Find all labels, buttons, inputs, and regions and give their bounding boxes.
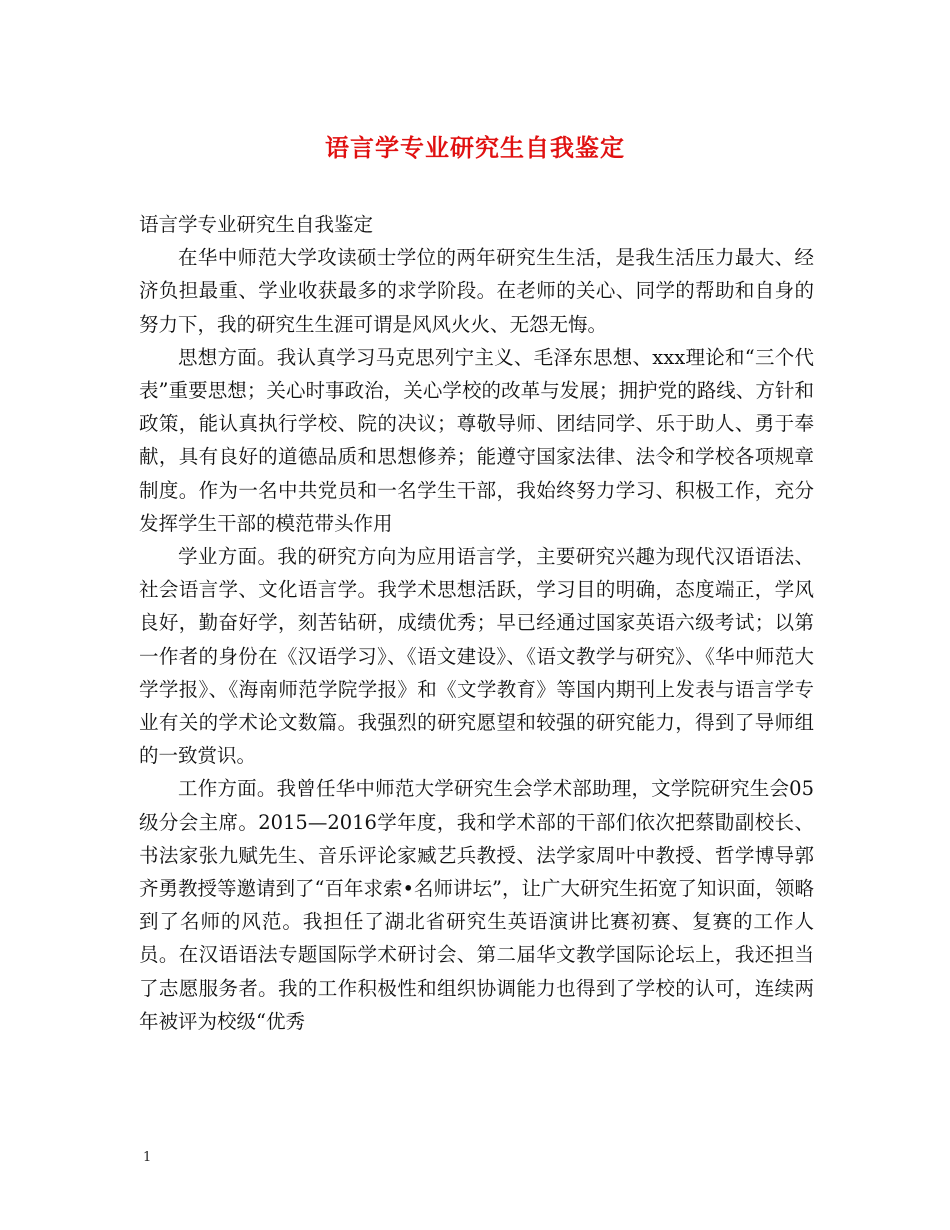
document-title: 语言学专业研究生自我鉴定 [325, 133, 625, 162]
paragraph-work: 工作方面。我曾任华中师范大学研究生会学术部助理，文学院研究生会05级分会主席。2015—2016学年度，我和学术部的干部们依次把蔡勖副校长、书法家张九赋先生、音乐评论家臧艺兵教授、法学家周叶中教授、哲学博导郭齐勇教授等邀请到了“百年求索•名师讲坛”，让广大研究生拓宽了知识面，领略到了名师的风范。我担任了湖北省研究生英语演讲比赛初赛、复赛的工作人员。在汉语语法专题国际学术研讨会、第二届华文教学国际论坛上，我还担当了志愿服务者。我的工作积极性和组织协调能力也得到了学校的认可，连续两年被评为校级“优秀 [139, 777, 814, 1033]
paragraph-academics: 学业方面。我的研究方向为应用语言学，主要研究兴趣为现代汉语语法、社会语言学、文化语言学。我学术思想活跃，学习目的明确，态度端正，学风良好，勤奋好学，刻苦钻研，成绩优秀；早已经通过国家英语六级考试；以第一作者的身份在《汉语学习》、《语文建设》、《语文教学与研究》、《华中师范大学学报》、《海南师范学院学报》和《文学教育》等国内期刊上发表与语言学专业有关的学术论文数篇。我强烈的研究愿望和较强的研究能力，得到了导师组的一致赏识。 [139, 545, 814, 768]
paragraph-intro: 在华中师范大学攻读硕士学位的两年研究生生活，是我生活压力最大、经济负担最重、学业收获最多的求学阶段。在老师的关心、同学的帮助和自身的努力下，我的研究生生涯可谓是风风火火、无怨无悔。 [139, 246, 814, 336]
document-body [139, 208, 814, 1038]
page-number: 1 [143, 1150, 152, 1165]
paragraph-ideology: 思想方面。我认真学习马克思列宁主义、毛泽东思想、xxx理论和“三个代表”重要思想；关心时事政治，关心学校的改革与发展；拥护党的路线、方针和政策，能认真执行学校、院的决议；尊敬导师、团结同学、乐于助人、勇于奉献，具有良好的道德品质和思想修养；能遵守国家法律、法令和学校各项规章制度。作为一名中共党员和一名学生干部，我始终努力学习、积极工作，充分发挥学生干部的模范带头作用 [139, 345, 814, 535]
document-subtitle: 语言学专业研究生自我鉴定 [139, 213, 374, 236]
